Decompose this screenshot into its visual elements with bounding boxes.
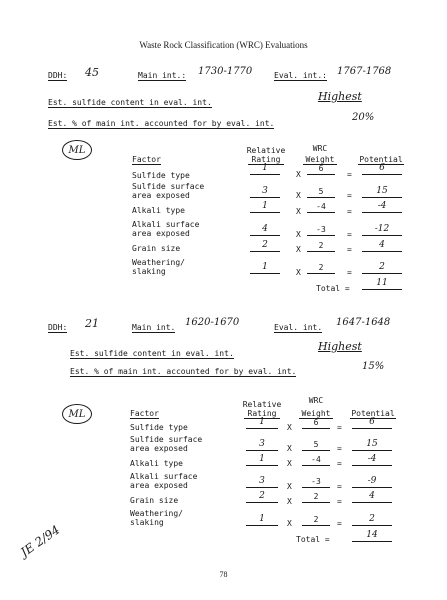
equals-sign: = — [347, 170, 352, 179]
potential-field: 15 — [362, 186, 402, 198]
factor-label: slaking — [132, 267, 166, 276]
times-sign: X — [296, 230, 301, 239]
rating-field: 3 — [246, 476, 278, 488]
weight-field: 6 — [302, 417, 330, 429]
eval-int-label: Eval. int.: — [274, 71, 327, 80]
total-field: 11 — [362, 278, 402, 290]
factor-label: Weathering/ — [132, 258, 185, 267]
potential-header: Potential — [351, 409, 395, 418]
factor-label: slaking — [130, 518, 164, 527]
page-title: Waste Rock Classification (WRC) Evaluations — [139, 40, 308, 50]
relative-header: Relative — [242, 400, 282, 409]
times-sign: X — [296, 268, 301, 277]
potential-field: 6 — [362, 163, 402, 175]
factor-label: Sulfide surface — [132, 182, 205, 191]
times-sign: X — [287, 444, 292, 453]
main-int-value: 1620-1670 — [185, 317, 240, 328]
sulfide-content-label: Est. sulfide content in eval. int. — [70, 349, 234, 358]
potential-field: -4 — [352, 454, 392, 466]
wrc-header: WRC — [312, 144, 328, 153]
rating-field: 4 — [250, 224, 280, 236]
pct-main-value: 20% — [352, 112, 375, 123]
rating-header: Rating — [248, 155, 284, 165]
rating-field: 3 — [250, 186, 280, 198]
equals-sign: = — [337, 497, 342, 506]
eval-int-value: 1767-1768 — [337, 66, 392, 77]
ml-circle: ML — [62, 140, 92, 160]
weight-field: -3 — [307, 224, 335, 236]
times-sign: X — [296, 191, 301, 200]
weight-field: 5 — [307, 186, 335, 198]
wrc-header: WRC — [308, 396, 324, 405]
factor-label: area exposed — [132, 229, 190, 238]
potential-field: -4 — [362, 201, 402, 213]
potential-header: Potential — [359, 155, 403, 164]
total-label: Total = — [316, 284, 350, 293]
equals-sign: = — [347, 191, 352, 200]
rating-field: 1 — [250, 201, 280, 213]
main-int-value: 1730-1770 — [198, 66, 253, 77]
handwritten-signature: JE 2/94 — [18, 522, 63, 560]
potential-field: -9 — [352, 476, 392, 488]
rating-field: 1 — [246, 514, 278, 526]
factor-label: area exposed — [130, 481, 188, 490]
ddh-label: DDH: — [48, 71, 68, 80]
rating-field: 1 — [250, 262, 280, 274]
weight-field: 6 — [307, 163, 335, 175]
factor-label: Sulfide type — [132, 171, 190, 180]
times-sign: X — [287, 519, 292, 528]
equals-sign: = — [337, 482, 342, 491]
factor-label: Alkali type — [130, 459, 183, 468]
weight-field: 2 — [302, 514, 330, 526]
potential-field: 4 — [362, 240, 402, 252]
potential-field: -12 — [362, 224, 402, 236]
pct-main-value: 15% — [362, 361, 385, 372]
weight-field: -3 — [302, 476, 330, 488]
total-field: 14 — [352, 530, 392, 542]
weight-field: 2 — [302, 491, 330, 503]
factor-header: Factor — [130, 409, 159, 418]
equals-sign: = — [337, 519, 342, 528]
sulfide-content-value: Highest — [318, 340, 362, 353]
pct-main-label: Est. % of main int. accounted for by eval. int. — [48, 119, 275, 128]
potential-field: 6 — [352, 417, 392, 429]
factor-label: area exposed — [132, 191, 190, 200]
weight-field: 2 — [307, 262, 335, 274]
rating-field: 2 — [246, 491, 278, 503]
factor-label: Alkali surface — [130, 472, 198, 481]
equals-sign: = — [337, 459, 342, 468]
rating-field: 1 — [246, 454, 278, 466]
equals-sign: = — [347, 268, 352, 277]
ddh-value: 21 — [85, 317, 99, 330]
page-number: 78 — [219, 570, 228, 579]
factor-label: Alkali surface — [132, 220, 200, 229]
factor-label: Grain size — [132, 244, 181, 253]
equals-sign: = — [337, 423, 342, 432]
rating-field: 1 — [246, 417, 278, 429]
equals-sign: = — [337, 444, 342, 453]
ddh-value: 45 — [85, 66, 99, 79]
factor-label: area exposed — [130, 444, 188, 453]
potential-field: 4 — [352, 491, 392, 503]
rating-header: Rating — [244, 409, 280, 419]
times-sign: X — [287, 482, 292, 491]
sulfide-content-label: Est. sulfide content in eval. int. — [48, 98, 212, 107]
relative-header: Relative — [246, 146, 286, 155]
factor-label: Alkali type — [132, 206, 185, 215]
factor-header: Factor — [132, 155, 161, 164]
rating-field: 1 — [250, 163, 280, 175]
times-sign: X — [296, 245, 301, 254]
potential-field: 15 — [352, 439, 392, 451]
main-int-label: Main int.: — [138, 71, 187, 80]
main-int-label: Main int. — [132, 323, 176, 332]
weight-field: 5 — [302, 439, 330, 451]
weight-field: -4 — [307, 201, 335, 213]
potential-field: 2 — [352, 514, 392, 526]
factor-label: Grain size — [130, 496, 179, 505]
potential-field: 2 — [362, 262, 402, 274]
pct-main-label: Est. % of main int. accounted for by eval. int. — [70, 367, 297, 376]
sulfide-content-value: Highest — [318, 90, 362, 103]
eval-int-value: 1647-1648 — [336, 317, 391, 328]
weight-field: 2 — [307, 240, 335, 252]
times-sign: X — [287, 423, 292, 432]
ddh-label: DDH: — [48, 323, 68, 332]
eval-int-label: Eval. int. — [274, 323, 323, 332]
weight-field: -4 — [302, 454, 330, 466]
factor-label: Sulfide surface — [130, 435, 203, 444]
factor-label: Weathering/ — [130, 509, 183, 518]
total-label: Total = — [296, 535, 330, 544]
times-sign: X — [287, 497, 292, 506]
times-sign: X — [296, 170, 301, 179]
equals-sign: = — [347, 245, 352, 254]
equals-sign: = — [347, 207, 352, 216]
times-sign: X — [287, 459, 292, 468]
weight-header: Weight — [299, 409, 333, 419]
rating-field: 3 — [246, 439, 278, 451]
factor-label: Sulfide type — [130, 423, 188, 432]
weight-header: Weight — [303, 155, 337, 165]
equals-sign: = — [347, 230, 352, 239]
times-sign: X — [296, 207, 301, 216]
rating-field: 2 — [250, 240, 280, 252]
ml-circle: ML — [62, 404, 92, 424]
